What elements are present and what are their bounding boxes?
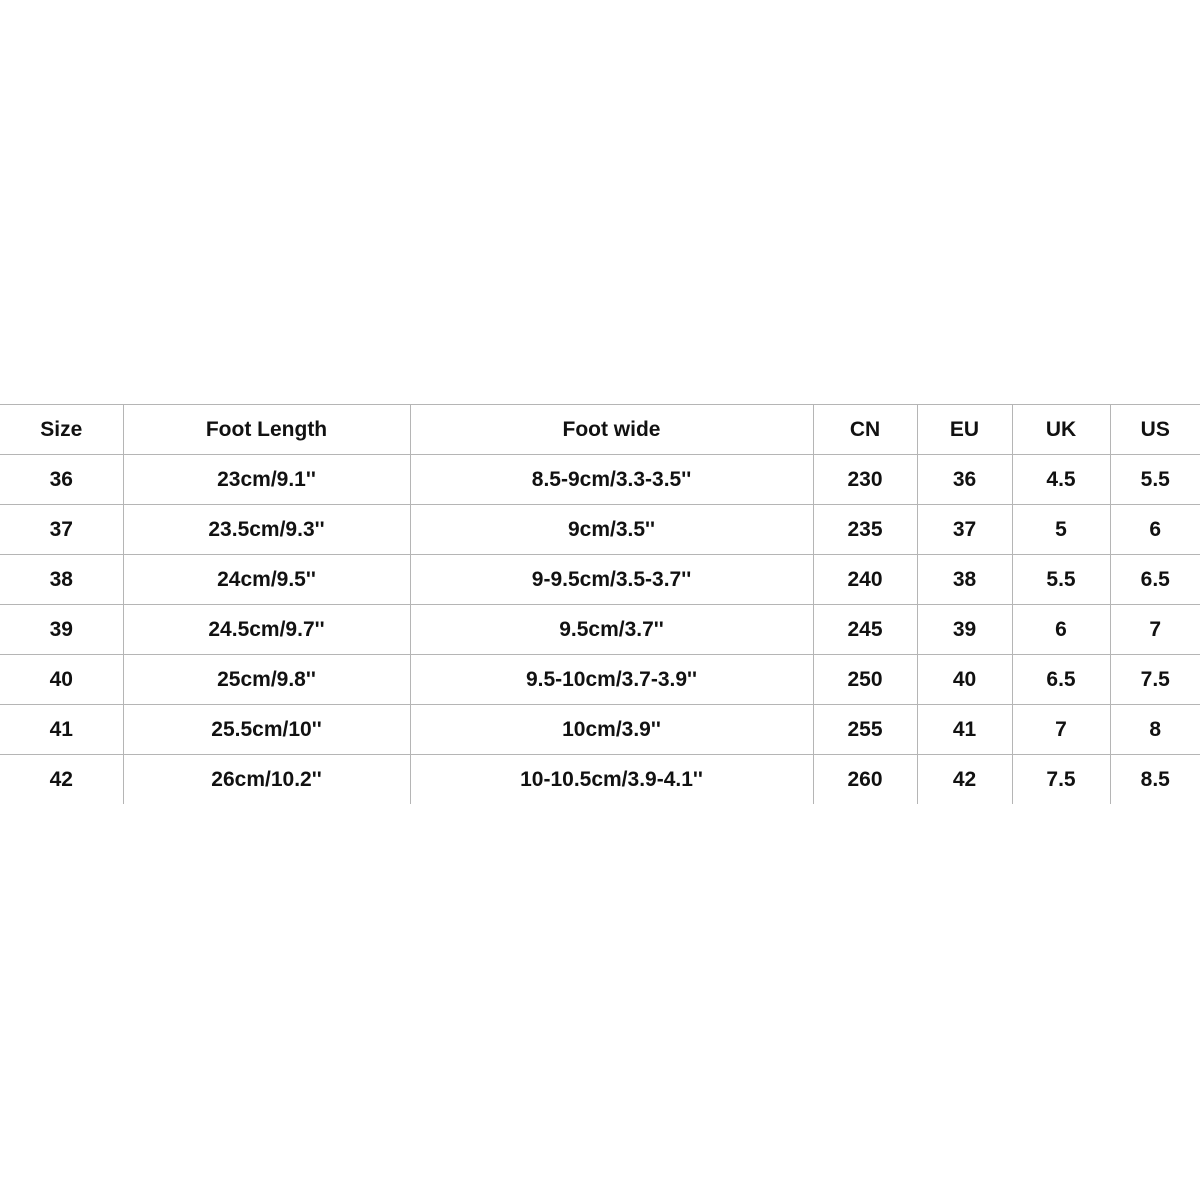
table-row — [0, 605, 1200, 655]
header-size: Size — [0, 405, 123, 455]
cell-us: 7 — [1110, 605, 1200, 655]
cell-foot-length: 23cm/9.1'' — [123, 455, 410, 505]
header-foot-length: Foot Length — [123, 405, 410, 455]
table-row — [0, 655, 1200, 705]
header-uk: UK — [1012, 405, 1110, 455]
table-row — [0, 705, 1200, 755]
table-row — [0, 555, 1200, 605]
cell-foot-length: 23.5cm/9.3'' — [123, 505, 410, 555]
table-row — [0, 505, 1200, 555]
cell-foot-wide: 10cm/3.9'' — [410, 705, 813, 755]
cell-eu: 40 — [917, 655, 1012, 705]
cell-us: 8.5 — [1140, 767, 1170, 791]
header-cn: CN — [813, 405, 917, 455]
header-row — [0, 405, 1200, 455]
cell-size: 36 — [0, 455, 123, 505]
cell-uk: 7 — [1012, 705, 1110, 755]
cell-uk: 6.5 — [1012, 655, 1110, 705]
cell-foot-wide: 8.5-9cm/3.3-3.5'' — [410, 455, 813, 505]
cell-us: 8 — [1110, 705, 1200, 755]
cell-uk: 6 — [1012, 605, 1110, 655]
cell-size: 39 — [0, 605, 123, 655]
cell-foot-length: 24.5cm/9.7'' — [123, 605, 410, 655]
cell-cn: 230 — [813, 455, 917, 505]
table-header — [0, 405, 1200, 455]
cell-us: 5.5 — [1110, 455, 1200, 505]
cell-uk: 7.5 — [1012, 755, 1110, 805]
cell-eu: 42 — [917, 755, 1012, 805]
cell-cn: 240 — [813, 555, 917, 605]
table-row — [0, 755, 1200, 805]
cell-foot-length: 24cm/9.5'' — [123, 555, 410, 605]
size-chart-table — [0, 404, 1200, 804]
cell-uk: 5 — [1012, 505, 1110, 555]
cell-size: 37 — [0, 505, 123, 555]
header-eu: EU — [917, 405, 1012, 455]
cell-eu: 36 — [917, 455, 1012, 505]
cell-uk: 4.5 — [1012, 455, 1110, 505]
cell-uk: 5.5 — [1012, 555, 1110, 605]
cell-foot-length: 25.5cm/10'' — [123, 705, 410, 755]
cell-cn: 260 — [813, 755, 917, 805]
cell-size: 40 — [0, 655, 123, 705]
cell-us: 7.5 — [1110, 655, 1200, 705]
cell-foot-wide: 9.5cm/3.7'' — [410, 605, 813, 655]
cell-foot-wide: 9.5-10cm/3.7-3.9'' — [410, 655, 813, 705]
cell-cn: 245 — [813, 605, 917, 655]
header-foot-wide: Foot wide — [410, 405, 813, 455]
cell-eu: 39 — [917, 605, 1012, 655]
cell-cn: 235 — [813, 505, 917, 555]
cell-size: 38 — [0, 555, 123, 605]
header-us: US — [1110, 405, 1200, 455]
cell-foot-length: 26cm/10.2'' — [123, 755, 410, 805]
cell-cn: 255 — [813, 705, 917, 755]
cell-cn: 250 — [813, 655, 917, 705]
cell-foot-length: 25cm/9.8'' — [123, 655, 410, 705]
table-row — [0, 455, 1200, 505]
cell-size: 41 — [0, 705, 123, 755]
table-body — [0, 455, 1200, 805]
cell-us: 6 — [1110, 505, 1200, 555]
cell-foot-wide: 9cm/3.5'' — [410, 505, 813, 555]
cell-size: 42 — [0, 755, 123, 805]
cell-us: 6.5 — [1110, 555, 1200, 605]
cell-eu: 38 — [917, 555, 1012, 605]
cell-foot-wide: 10-10.5cm/3.9-4.1'' — [410, 755, 813, 805]
cell-eu: 41 — [917, 705, 1012, 755]
cell-foot-wide: 9-9.5cm/3.5-3.7'' — [410, 555, 813, 605]
cell-eu: 37 — [917, 505, 1012, 555]
